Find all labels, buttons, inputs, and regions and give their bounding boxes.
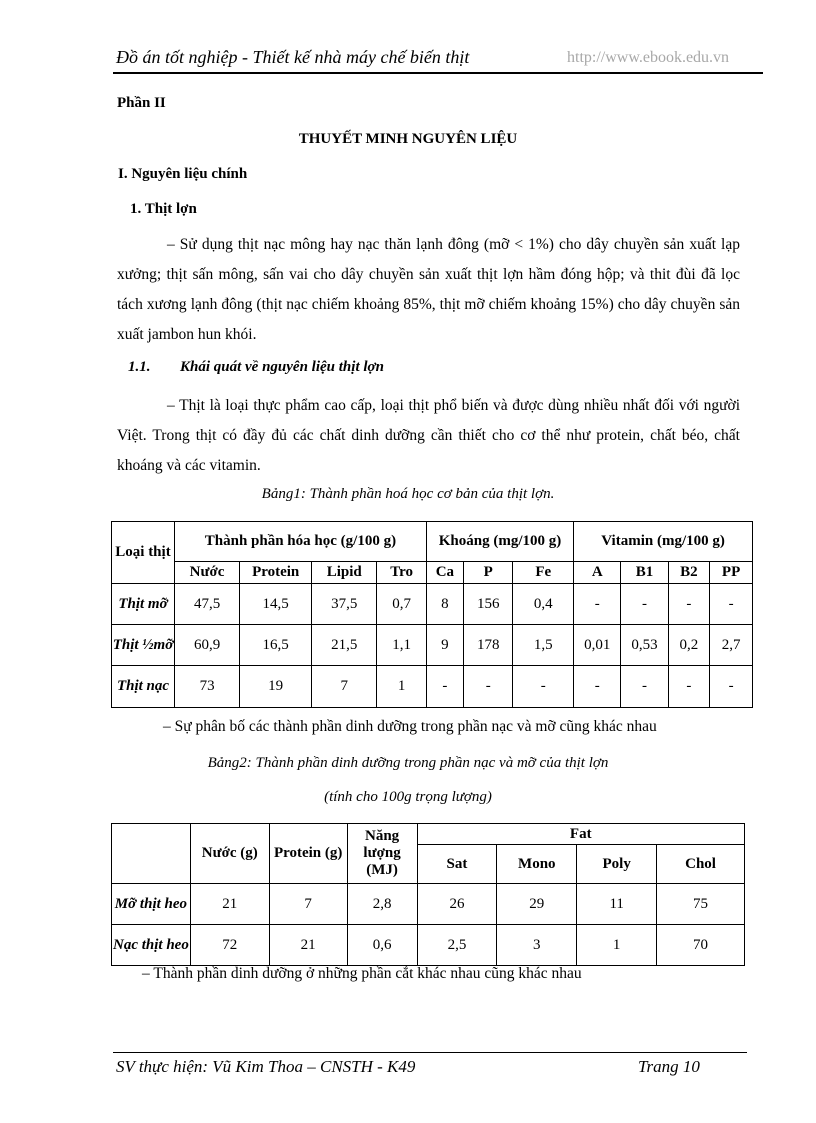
table-cell: - — [513, 666, 574, 708]
table-cell: 72 — [190, 925, 269, 966]
row-label: Thịt nạc — [112, 666, 175, 708]
table-cell: - — [574, 666, 621, 708]
table-cell: 3 — [497, 925, 577, 966]
header-chemical-group: Thành phần hóa học (g/100 g) — [174, 522, 426, 562]
table-cell: 73 — [174, 666, 239, 708]
table-chemical-composition — [111, 521, 753, 708]
table-cell: - — [621, 666, 668, 708]
table-nutrition-lean-fat — [111, 823, 745, 966]
part-label: Phần II — [117, 95, 166, 111]
table-cell: 156 — [463, 584, 512, 625]
table-row — [112, 584, 753, 625]
table-cell: 0,2 — [668, 625, 710, 666]
header-fat: Fat — [417, 824, 744, 845]
note-distribution: – Sự phân bố các thành phần dinh dưỡng trong phần nạc và mỡ cũng khác nhau — [163, 718, 657, 735]
table-cell: 0,53 — [621, 625, 668, 666]
table2-caption: Bảng2: Thành phần dinh dưỡng trong phần nạc và mỡ của thịt lợn — [207, 755, 609, 771]
paragraph-raw-material — [117, 230, 740, 350]
footer-page-number: Trang 10 — [638, 1057, 700, 1076]
subsection-1-1-heading — [128, 359, 384, 376]
table1-caption: Bảng1: Thành phần hoá học cơ bản của thịt lợn. — [261, 486, 555, 502]
table-cell: - — [668, 666, 710, 708]
header-water: Nước (g) — [190, 824, 269, 884]
table-cell: 75 — [657, 884, 745, 925]
table-cell: - — [710, 666, 753, 708]
table-cell: 8 — [426, 584, 463, 625]
table-cell: 1,5 — [513, 625, 574, 666]
table-cell: 14,5 — [240, 584, 312, 625]
table-cell: 7 — [269, 884, 347, 925]
table-cell: 11 — [577, 884, 657, 925]
paragraph-text: – Sử dụng thịt nạc mông hay nạc thăn lạnh đông (mỡ < 1%) cho dây chuyền sản xuất lạp xưởng; thịt sấn mông, sấn vai cho dây chuyền sản xuất thịt lợn hầm đóng hộp; và thit đùi đã lọc tách xương lạnh đông (thịt nạc chiếm khoảng 85%, thịt mỡ chiếm khoảng 15%) cho dây chuyền sản xuất jambon hun khói. — [117, 236, 740, 343]
table-cell: 60,9 — [174, 625, 239, 666]
table2-caption-unit: (tính cho 100g trọng lượng) — [324, 789, 492, 805]
table-cell: 1 — [577, 925, 657, 966]
header-url[interactable]: http://www.ebook.edu.vn — [567, 49, 730, 66]
paragraph-overview — [117, 391, 740, 481]
column-header: Lipid — [312, 562, 377, 584]
subsection-title: Khái quát về nguyên liệu thịt lợn — [180, 359, 384, 375]
header-mineral-group: Khoáng (mg/100 g) — [426, 522, 573, 562]
table-cell: 1,1 — [377, 625, 426, 666]
column-header: Nước — [174, 562, 239, 584]
column-header: Ca — [426, 562, 463, 584]
column-header: Protein — [240, 562, 312, 584]
header-energy: Năng lượng (MJ) — [347, 824, 417, 884]
table-cell: 21 — [190, 884, 269, 925]
column-header: A — [574, 562, 621, 584]
table-cell: 7 — [312, 666, 377, 708]
column-header: B1 — [621, 562, 668, 584]
row-label: Mỡ thịt heo — [112, 884, 191, 925]
table-row — [112, 925, 745, 966]
header-meat-type: Loại thịt — [112, 522, 175, 584]
note-cuts: – Thành phần dinh dưỡng ở những phần cắt khác nhau cũng khác nhau — [142, 965, 582, 982]
table-cell: 19 — [240, 666, 312, 708]
column-header: Tro — [377, 562, 426, 584]
table-cell: 0,4 — [513, 584, 574, 625]
column-header: Poly — [577, 845, 657, 884]
table-cell: 0,6 — [347, 925, 417, 966]
table-cell: - — [426, 666, 463, 708]
table-row — [112, 625, 753, 666]
table-cell: 29 — [497, 884, 577, 925]
subsection-heading: 1. Thịt lợn — [130, 201, 197, 217]
table-cell: 1 — [377, 666, 426, 708]
table-cell: 0,01 — [574, 625, 621, 666]
table-cell: 21 — [269, 925, 347, 966]
table-cell: - — [574, 584, 621, 625]
header-title: Đồ án tốt nghiệp - Thiết kế nhà máy chế biến thịt — [116, 47, 470, 67]
paragraph-text: – Thịt là loại thực phẩm cao cấp, loại thịt phổ biến và được dùng nhiều nhất đối với người Việt. Trong thịt có đầy đủ các chất dinh dưỡng cần thiết cho cơ thể như protein, chất béo, chất khoáng và các vitamin. — [117, 397, 740, 474]
column-header: Sat — [417, 845, 497, 884]
header-vitamin-group: Vitamin (mg/100 g) — [574, 522, 753, 562]
table-cell: 37,5 — [312, 584, 377, 625]
row-label: Nạc thịt heo — [112, 925, 191, 966]
row-label: Thịt ½mỡ — [112, 625, 175, 666]
row-label: Thịt mỡ — [112, 584, 175, 625]
column-header: PP — [710, 562, 753, 584]
table-cell: 47,5 — [174, 584, 239, 625]
header-empty — [112, 824, 191, 884]
section-heading: I. Nguyên liệu chính — [118, 166, 248, 182]
table-cell: 2,8 — [347, 884, 417, 925]
table-cell: - — [621, 584, 668, 625]
table-cell: - — [668, 584, 710, 625]
footer-divider — [113, 1052, 747, 1053]
document-title: THUYẾT MINH NGUYÊN LIỆU — [298, 131, 518, 147]
table-cell: 26 — [417, 884, 497, 925]
table-cell: 2,7 — [710, 625, 753, 666]
footer-author: SV thực hiện: Vũ Kim Thoa – CNSTH - K49 — [116, 1057, 416, 1076]
column-header: Chol — [657, 845, 745, 884]
table-row — [112, 884, 745, 925]
table-cell: 21,5 — [312, 625, 377, 666]
table-cell: 178 — [463, 625, 512, 666]
table-cell: 16,5 — [240, 625, 312, 666]
column-header: Fe — [513, 562, 574, 584]
column-header: B2 — [668, 562, 710, 584]
header-protein: Protein (g) — [269, 824, 347, 884]
header-divider — [113, 72, 763, 74]
column-header: P — [463, 562, 512, 584]
table-cell: - — [710, 584, 753, 625]
table-cell: 2,5 — [417, 925, 497, 966]
table-cell: 70 — [657, 925, 745, 966]
table-row — [112, 666, 753, 708]
table-cell: 0,7 — [377, 584, 426, 625]
table-cell: 9 — [426, 625, 463, 666]
subsection-number: 1.1. — [128, 359, 151, 375]
column-header: Mono — [497, 845, 577, 884]
table-cell: - — [463, 666, 512, 708]
